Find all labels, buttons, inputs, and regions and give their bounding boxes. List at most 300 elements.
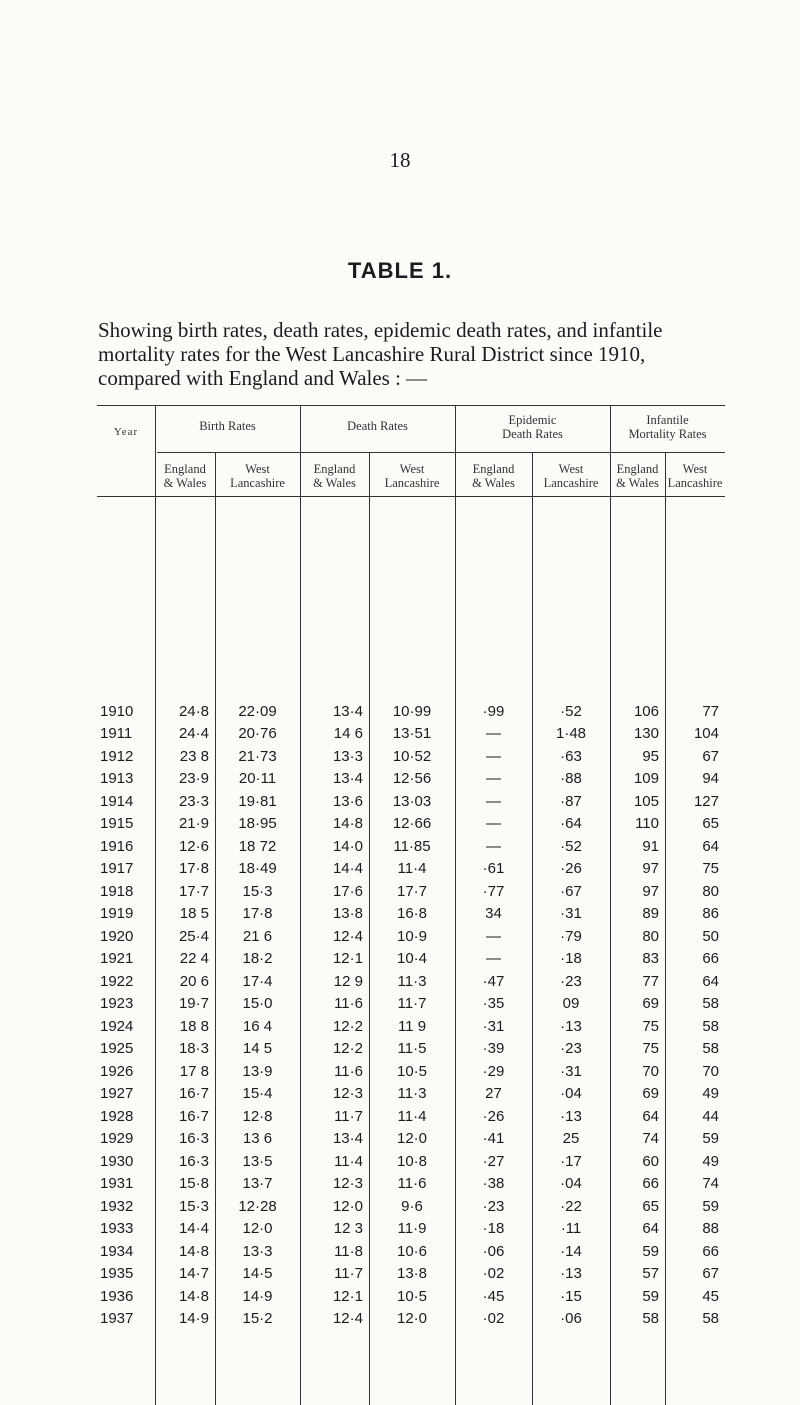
- year-cell: 1936: [100, 1287, 134, 1305]
- caption-line: compared with England and Wales : —: [98, 366, 428, 390]
- rate-cell: ·45: [482, 1287, 505, 1305]
- rate-cell: 89: [642, 905, 659, 923]
- year-cell: 1927: [100, 1085, 134, 1103]
- rate-cell: 17 8: [179, 1062, 209, 1080]
- rate-cell: 69: [642, 995, 659, 1013]
- rate-cell: 13·4: [332, 1130, 363, 1148]
- rate-cell: 66: [702, 950, 719, 968]
- year-cell: 1935: [100, 1265, 134, 1283]
- rate-cell: 11·3: [397, 1085, 427, 1103]
- table-row: [97, 903, 725, 926]
- rate-cell: 15·4: [242, 1085, 273, 1103]
- rate-cell: 16 4: [242, 1017, 273, 1035]
- rate-cell: 12·66: [392, 815, 432, 833]
- table-row: [97, 1128, 725, 1151]
- rate-cell: 83: [642, 950, 659, 968]
- rate-cell: 67: [702, 747, 719, 765]
- rate-cell: ·02: [482, 1310, 505, 1328]
- rate-cell: ·14: [560, 1242, 582, 1260]
- rate-cell: ·35: [482, 995, 505, 1013]
- rate-cell: 11 9: [397, 1017, 427, 1035]
- rate-cell: 130: [633, 725, 659, 743]
- rate-cell: 12·28: [238, 1197, 277, 1215]
- rate-cell: ·77: [482, 882, 505, 900]
- rate-cell: ·52: [560, 702, 582, 720]
- year-cell: 1937: [100, 1310, 134, 1328]
- rate-cell: 12·0: [242, 1220, 273, 1238]
- rate-cell: 10·52: [392, 747, 432, 765]
- rate-cell: 17·8: [178, 860, 209, 878]
- rate-cell: 9·6: [401, 1197, 423, 1215]
- header-line: Lancashire: [230, 476, 285, 490]
- rate-cell: ·47: [482, 972, 505, 990]
- table-row: [97, 1060, 725, 1083]
- rate-cell: 15·0: [242, 995, 273, 1013]
- rate-cell: 19·81: [238, 792, 277, 810]
- rate-cell: 20 6: [179, 972, 209, 990]
- header-line: Mortality Rates: [628, 427, 707, 441]
- header-line: England: [313, 462, 356, 476]
- rate-cell: 16·7: [178, 1107, 209, 1125]
- rate-cell: 64: [702, 837, 719, 855]
- rate-cell: 109: [633, 770, 659, 788]
- rate-cell: 97: [642, 860, 659, 878]
- table-row: [97, 835, 725, 858]
- rate-cell: 24·4: [178, 725, 209, 743]
- rate-cell: 16·3: [178, 1130, 209, 1148]
- rate-cell: 23 8: [179, 747, 209, 765]
- year-cell: 1920: [100, 927, 134, 945]
- rate-cell: 64: [642, 1107, 659, 1125]
- header-line: England: [472, 462, 515, 476]
- year-cell: 1916: [100, 837, 134, 855]
- header-line: Death Rates: [502, 427, 563, 441]
- rate-cell: 18·95: [238, 815, 277, 833]
- header-line: & Wales: [616, 476, 659, 490]
- rate-cell: 95: [642, 747, 659, 765]
- rate-cell: ·22: [560, 1197, 582, 1215]
- table-row: [97, 1240, 725, 1263]
- rate-cell: 11·4: [334, 1152, 363, 1170]
- rate-cell: ·88: [560, 770, 582, 788]
- rate-cell: 58: [702, 1310, 719, 1328]
- rate-cell: ·18: [560, 950, 582, 968]
- rate-cell: 80: [642, 927, 659, 945]
- rate-cell: 70: [702, 1062, 719, 1080]
- rate-cell: 18·49: [238, 860, 277, 878]
- rate-cell: 14·7: [178, 1265, 209, 1283]
- rate-cell: 23·9: [178, 770, 209, 788]
- rate-cell: 88: [702, 1220, 719, 1238]
- rate-cell: 74: [642, 1130, 659, 1148]
- rate-cell: 15·3: [242, 882, 273, 900]
- table-row: [97, 993, 725, 1016]
- table-title: TABLE 1.: [347, 258, 453, 283]
- rate-cell: 110: [635, 815, 659, 833]
- rate-cell: 45: [702, 1287, 719, 1305]
- rate-cell: 13·4: [332, 770, 363, 788]
- rate-cell: 75: [702, 860, 719, 878]
- rate-cell: 14 5: [242, 1040, 273, 1058]
- year-cell: 1931: [100, 1175, 134, 1193]
- rate-cell: 22 4: [179, 950, 209, 968]
- rate-cell: ·13: [560, 1017, 582, 1035]
- rate-cell: 14·8: [178, 1242, 209, 1260]
- rate-cell: 13·3: [242, 1242, 273, 1260]
- rate-cell: 20·11: [238, 770, 277, 788]
- rate-cell: 11·7: [397, 995, 427, 1013]
- table-row: [97, 948, 725, 971]
- rate-cell: 11·6: [397, 1175, 427, 1193]
- rate-cell: 64: [642, 1220, 659, 1238]
- table-row: [97, 700, 725, 723]
- header-line: Birth Rates: [199, 419, 256, 433]
- header-line: Epidemic: [508, 413, 557, 427]
- rate-cell: 10·9: [396, 927, 428, 945]
- rate-cell: 12·4: [332, 927, 363, 945]
- rate-cell: ·23: [560, 1040, 582, 1058]
- rate-cell: 10·8: [396, 1152, 428, 1170]
- rate-cell: ·87: [560, 792, 582, 810]
- rate-cell: ·23: [482, 1197, 505, 1215]
- rate-cell: 12·1: [332, 950, 363, 968]
- rate-cell: 12·6: [178, 837, 209, 855]
- rate-cell: ·41: [482, 1130, 505, 1148]
- rate-cell: 14·9: [242, 1287, 273, 1305]
- table-row: [97, 1015, 725, 1038]
- rate-cell: 21·73: [238, 747, 277, 765]
- rate-cell: 16·8: [396, 905, 428, 923]
- year-header: [97, 425, 155, 439]
- year-cell: 1911: [100, 725, 133, 743]
- rate-cell: 97: [642, 882, 659, 900]
- year-cell: 1928: [100, 1107, 134, 1125]
- header-line: Infantile: [646, 413, 689, 427]
- rate-cell: 44: [702, 1107, 719, 1125]
- subheader-infantile-england-wales: [610, 462, 665, 490]
- rate-cell: 10·4: [396, 950, 428, 968]
- rate-cell: —: [486, 725, 501, 743]
- rate-cell: 65: [702, 815, 719, 833]
- year-cell: 1913: [100, 770, 134, 788]
- header-line: & Wales: [163, 476, 207, 490]
- year-cell: 1921: [100, 950, 134, 968]
- rate-cell: 50: [702, 927, 719, 945]
- year-cell: 1929: [100, 1130, 134, 1148]
- rate-cell: 13·5: [242, 1152, 273, 1170]
- rate-cell: 19·7: [178, 995, 209, 1013]
- table-body: [97, 700, 725, 1330]
- rate-cell: 34: [485, 905, 502, 923]
- table-row: [97, 1038, 725, 1061]
- rate-cell: ·67: [560, 882, 582, 900]
- rate-cell: ·31: [482, 1017, 505, 1035]
- table-row: [97, 925, 725, 948]
- subheader-epidemic-england-wales: [455, 462, 532, 490]
- rate-cell: 70: [642, 1062, 659, 1080]
- rate-cell: 11·4: [397, 860, 427, 878]
- infantile-mortality-rates-header: [610, 413, 725, 441]
- rate-cell: 58: [702, 1040, 719, 1058]
- rate-cell: 11·85: [393, 837, 431, 855]
- rate-cell: 16·3: [178, 1152, 209, 1170]
- rate-cell: 1·48: [555, 725, 587, 743]
- rate-cell: 25·4: [178, 927, 209, 945]
- rate-cell: 12·8: [242, 1107, 273, 1125]
- rate-cell: —: [486, 815, 501, 833]
- year-cell: 1924: [100, 1017, 134, 1035]
- rate-cell: ·18: [482, 1220, 505, 1238]
- year-cell: 1914: [100, 792, 134, 810]
- table-row: [97, 1195, 725, 1218]
- year-cell: 1912: [100, 747, 134, 765]
- rate-cell: 13·8: [396, 1265, 428, 1283]
- rate-cell: ·15: [560, 1287, 582, 1305]
- rate-cell: 58: [702, 1017, 719, 1035]
- year-cell: 1932: [100, 1197, 134, 1215]
- rate-cell: ·17: [560, 1152, 582, 1170]
- header-line: & Wales: [472, 476, 515, 490]
- year-cell: 1919: [100, 905, 134, 923]
- rate-cell: 18·2: [242, 950, 273, 968]
- rate-cell: 12·1: [332, 1287, 363, 1305]
- rate-cell: 14 6: [333, 725, 363, 743]
- rate-cell: 59: [702, 1130, 719, 1148]
- rate-cell: 106: [633, 702, 659, 720]
- rate-cell: 13 6: [242, 1130, 273, 1148]
- rate-cell: 59: [642, 1287, 659, 1305]
- rate-cell: ·06: [482, 1242, 505, 1260]
- rate-cell: 74: [702, 1175, 719, 1193]
- rate-cell: 105: [633, 792, 659, 810]
- year-cell: 1933: [100, 1220, 134, 1238]
- year-cell: 1918: [100, 882, 134, 900]
- rate-cell: 14·8: [332, 815, 363, 833]
- rate-cell: 12·0: [396, 1130, 428, 1148]
- rate-cell: 58: [702, 995, 719, 1013]
- rate-cell: ·04: [560, 1175, 582, 1193]
- rate-cell: 14·4: [332, 860, 363, 878]
- year-cell: 1923: [100, 995, 134, 1013]
- rate-cell: 10·6: [396, 1242, 428, 1260]
- rate-cell: 14·5: [242, 1265, 273, 1283]
- table-row: [97, 1263, 725, 1286]
- rate-cell: 49: [702, 1152, 719, 1170]
- rate-cell: —: [486, 747, 501, 765]
- rate-cell: 11·9: [397, 1220, 427, 1238]
- rate-cell: 15·8: [178, 1175, 209, 1193]
- rate-cell: 11·8: [334, 1242, 363, 1260]
- birth-rates-header: [155, 419, 300, 433]
- rate-cell: —: [486, 837, 501, 855]
- rate-cell: 11·4: [397, 1107, 427, 1125]
- group-header-rule: [157, 452, 725, 453]
- rate-cell: 80: [702, 882, 719, 900]
- rate-cell: 10·5: [396, 1062, 428, 1080]
- header-line: West: [399, 462, 425, 476]
- rate-cell: ·52: [560, 837, 582, 855]
- rate-cell: 13·7: [242, 1175, 273, 1193]
- rate-cell: 15·3: [178, 1197, 209, 1215]
- table-row: [97, 723, 725, 746]
- death-rates-header: [300, 419, 455, 433]
- rates-table: [97, 700, 725, 1330]
- rate-cell: 75: [642, 1017, 659, 1035]
- rate-cell: 12·3: [332, 1175, 363, 1193]
- rate-cell: 13·3: [332, 747, 363, 765]
- rate-cell: 12·0: [332, 1197, 363, 1215]
- rate-cell: 18 8: [179, 1017, 209, 1035]
- year-cell: 1922: [100, 972, 134, 990]
- page-number: 18: [389, 148, 411, 172]
- rate-cell: 104: [693, 725, 719, 743]
- rate-cell: 11·3: [397, 972, 427, 990]
- rate-cell: 66: [642, 1175, 659, 1193]
- rate-cell: 18 5: [179, 905, 209, 923]
- rate-cell: 12·2: [332, 1040, 363, 1058]
- table-row: [97, 1173, 725, 1196]
- subheader-birth-england-wales: [155, 462, 215, 490]
- rate-cell: 12 3: [333, 1220, 363, 1238]
- rate-cell: ·26: [560, 860, 582, 878]
- rate-cell: 09: [562, 995, 580, 1013]
- rate-cell: 17·4: [242, 972, 273, 990]
- rate-cell: 16·7: [178, 1085, 209, 1103]
- rate-cell: 86: [702, 905, 719, 923]
- rate-cell: 14·0: [332, 837, 363, 855]
- rate-cell: 17·7: [178, 882, 209, 900]
- rate-cell: 18·3: [178, 1040, 209, 1058]
- rate-cell: ·64: [560, 815, 582, 833]
- header-line: England: [164, 462, 206, 476]
- subheader-epidemic-west-lancashire: [532, 462, 610, 490]
- table-row: [97, 1083, 725, 1106]
- rate-cell: 13·03: [392, 792, 432, 810]
- header-bottom-rule: [97, 496, 725, 497]
- rate-cell: 14·4: [178, 1220, 209, 1238]
- subheader-death-england-wales: [300, 462, 369, 490]
- rate-cell: 12·2: [332, 1017, 363, 1035]
- caption-line: mortality rates for the West Lancashire Rural District since 1910,: [98, 342, 646, 366]
- rate-cell: ·26: [482, 1107, 505, 1125]
- table-caption: [98, 318, 738, 390]
- year-cell: 1930: [100, 1152, 134, 1170]
- rate-cell: 57: [642, 1265, 659, 1283]
- rate-cell: 18 72: [238, 837, 277, 855]
- year-cell: 1917: [100, 860, 134, 878]
- rate-cell: 69: [642, 1085, 659, 1103]
- rate-cell: —: [486, 792, 501, 810]
- table-row: [97, 1285, 725, 1308]
- rate-cell: 23·3: [178, 792, 209, 810]
- rate-cell: 60: [642, 1152, 659, 1170]
- rate-cell: ·02: [482, 1265, 505, 1283]
- rate-cell: 94: [702, 770, 719, 788]
- table-row: [97, 813, 725, 836]
- rate-cell: 12 9: [333, 972, 363, 990]
- rate-cell: 17·7: [396, 882, 428, 900]
- rate-cell: 11·6: [334, 995, 363, 1013]
- table-row: [97, 1105, 725, 1128]
- rate-cell: ·99: [482, 702, 505, 720]
- rate-cell: 17·8: [242, 905, 273, 923]
- rate-cell: 12·56: [392, 770, 432, 788]
- table-row: [97, 790, 725, 813]
- table-row: [97, 1308, 725, 1331]
- rate-cell: ·23: [560, 972, 582, 990]
- table-row: [97, 1150, 725, 1173]
- header-line: & Wales: [313, 476, 356, 490]
- rate-cell: 13·9: [242, 1062, 273, 1080]
- rate-cell: 64: [702, 972, 719, 990]
- rate-cell: 59: [642, 1242, 659, 1260]
- rate-cell: 12·4: [332, 1310, 363, 1328]
- rate-cell: 13·8: [332, 905, 363, 923]
- rate-cell: 13·51: [392, 725, 432, 743]
- rate-cell: 66: [702, 1242, 719, 1260]
- table-row: [97, 880, 725, 903]
- rate-cell: 24·8: [178, 702, 209, 720]
- rate-cell: ·13: [560, 1107, 582, 1125]
- year-cell: 1925: [100, 1040, 134, 1058]
- header-line: West: [558, 462, 584, 476]
- rate-cell: 11·5: [397, 1040, 427, 1058]
- rate-cell: 10·99: [392, 702, 432, 720]
- rate-cell: 21·9: [178, 815, 209, 833]
- rate-cell: 75: [642, 1040, 659, 1058]
- header-line: Death Rates: [347, 419, 408, 433]
- table-row: [97, 768, 725, 791]
- rate-cell: ·11: [560, 1220, 582, 1238]
- table-row: [97, 858, 725, 881]
- rate-cell: ·79: [560, 927, 582, 945]
- rate-cell: ·29: [482, 1062, 505, 1080]
- rate-cell: 67: [702, 1265, 719, 1283]
- header-line: Lancashire: [543, 476, 599, 490]
- header-line: West: [245, 462, 270, 476]
- header-line: West: [682, 462, 708, 476]
- header-line: Lancashire: [384, 476, 440, 490]
- rate-cell: 12·0: [396, 1310, 428, 1328]
- year-cell: 1926: [100, 1062, 134, 1080]
- rate-cell: 11·7: [334, 1265, 363, 1283]
- table-top-rule: [97, 405, 725, 406]
- table-row: [97, 970, 725, 993]
- rate-cell: ·27: [482, 1152, 505, 1170]
- subheader-infantile-west-lancashire: [665, 462, 725, 490]
- year-cell: 1910: [100, 702, 134, 720]
- rate-cell: 15·2: [242, 1310, 273, 1328]
- header-line: England: [616, 462, 659, 476]
- rate-cell: 77: [642, 972, 659, 990]
- epidemic-death-rates-header: [455, 413, 610, 441]
- table-row: [97, 1218, 725, 1241]
- rate-cell: ·39: [482, 1040, 505, 1058]
- rate-cell: 127: [693, 792, 719, 810]
- rate-cell: ·06: [560, 1310, 582, 1328]
- rate-cell: ·31: [560, 905, 582, 923]
- rate-cell: ·61: [482, 860, 505, 878]
- rate-cell: 91: [642, 837, 659, 855]
- rate-cell: ·63: [560, 747, 582, 765]
- rate-cell: 17·6: [332, 882, 363, 900]
- rate-cell: ·04: [560, 1085, 582, 1103]
- rate-cell: 12·3: [332, 1085, 363, 1103]
- rate-cell: 21 6: [242, 927, 273, 945]
- header-line: Lancashire: [667, 476, 723, 490]
- year-cell: 1915: [100, 815, 134, 833]
- rate-cell: 49: [702, 1085, 719, 1103]
